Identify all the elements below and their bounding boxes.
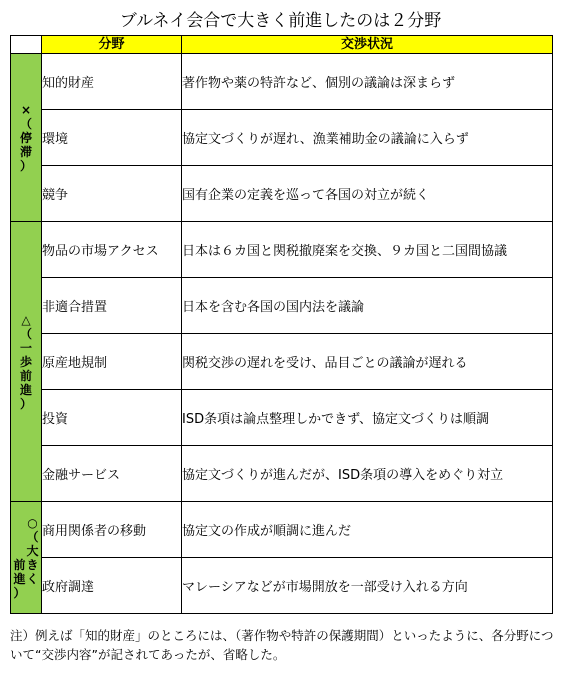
field-cell: 物品の市場アクセス (42, 222, 182, 278)
group-label-stalled: × （ 停 滞 ） (11, 54, 42, 222)
status-cell: 関税交渉の遅れを受け、品目ごとの議論が遅れる (182, 334, 553, 390)
group-label-step-forward: △ （ 一 歩 前 進 ） (11, 222, 42, 502)
field-cell: 商用関係者の移動 (42, 502, 182, 558)
status-cell: マレーシアなどが市場開放を一部受け入れる方向 (182, 558, 553, 614)
field-cell: 競争 (42, 166, 182, 222)
page-title: ブルネイ会合で大きく前進したのは２分野 (119, 11, 442, 31)
table-row (11, 166, 553, 222)
status-cell: 著作物や薬の特許など、個別の議論は深まらず (182, 54, 553, 110)
status-cell: 日本は６カ国と関税撤廃案を交換、９カ国と二国間協議 (182, 222, 553, 278)
footnote: 注）例えば「知的財産」のところには、（著作物や特許の保護期間）といったように、各分野について“交渉内容”が記されてあったが、省略した。 (10, 628, 554, 662)
field-cell: 環境 (42, 110, 182, 166)
status-cell: 協定文の作成が順調に進んだ (182, 502, 553, 558)
group-label-big-progress: ○ （ 大 き く 前 進 ） (11, 502, 42, 614)
table-row (11, 334, 553, 390)
table-row (11, 446, 553, 502)
negotiation-status-table (10, 35, 553, 614)
field-cell: 知的財産 (42, 54, 182, 110)
field-cell: 投資 (42, 390, 182, 446)
table-row (11, 502, 553, 558)
table-row (11, 390, 553, 446)
field-cell: 非適合措置 (42, 278, 182, 334)
status-cell: 協定文づくりが遅れ、漁業補助金の議論に入らず (182, 110, 553, 166)
header-row (11, 36, 553, 54)
status-cell: 国有企業の定義を巡って各国の対立が続く (182, 166, 553, 222)
table-row (11, 54, 553, 110)
table-row (11, 558, 553, 614)
table-row (11, 222, 553, 278)
status-cell: 日本を含む各国の国内法を議論 (182, 278, 553, 334)
field-cell: 金融サービス (42, 446, 182, 502)
header-corner (11, 36, 42, 54)
status-cell: 協定文づくりが進んだが、ISD条項の導入をめぐり対立 (182, 446, 553, 502)
header-field: 分野 (42, 36, 182, 54)
field-cell: 原産地規制 (42, 334, 182, 390)
table-row (11, 278, 553, 334)
status-cell: ISD条項は論点整理しかできず、協定文づくりは順調 (182, 390, 553, 446)
field-cell: 政府調達 (42, 558, 182, 614)
table-row (11, 110, 553, 166)
header-status: 交渉状況 (182, 36, 553, 54)
